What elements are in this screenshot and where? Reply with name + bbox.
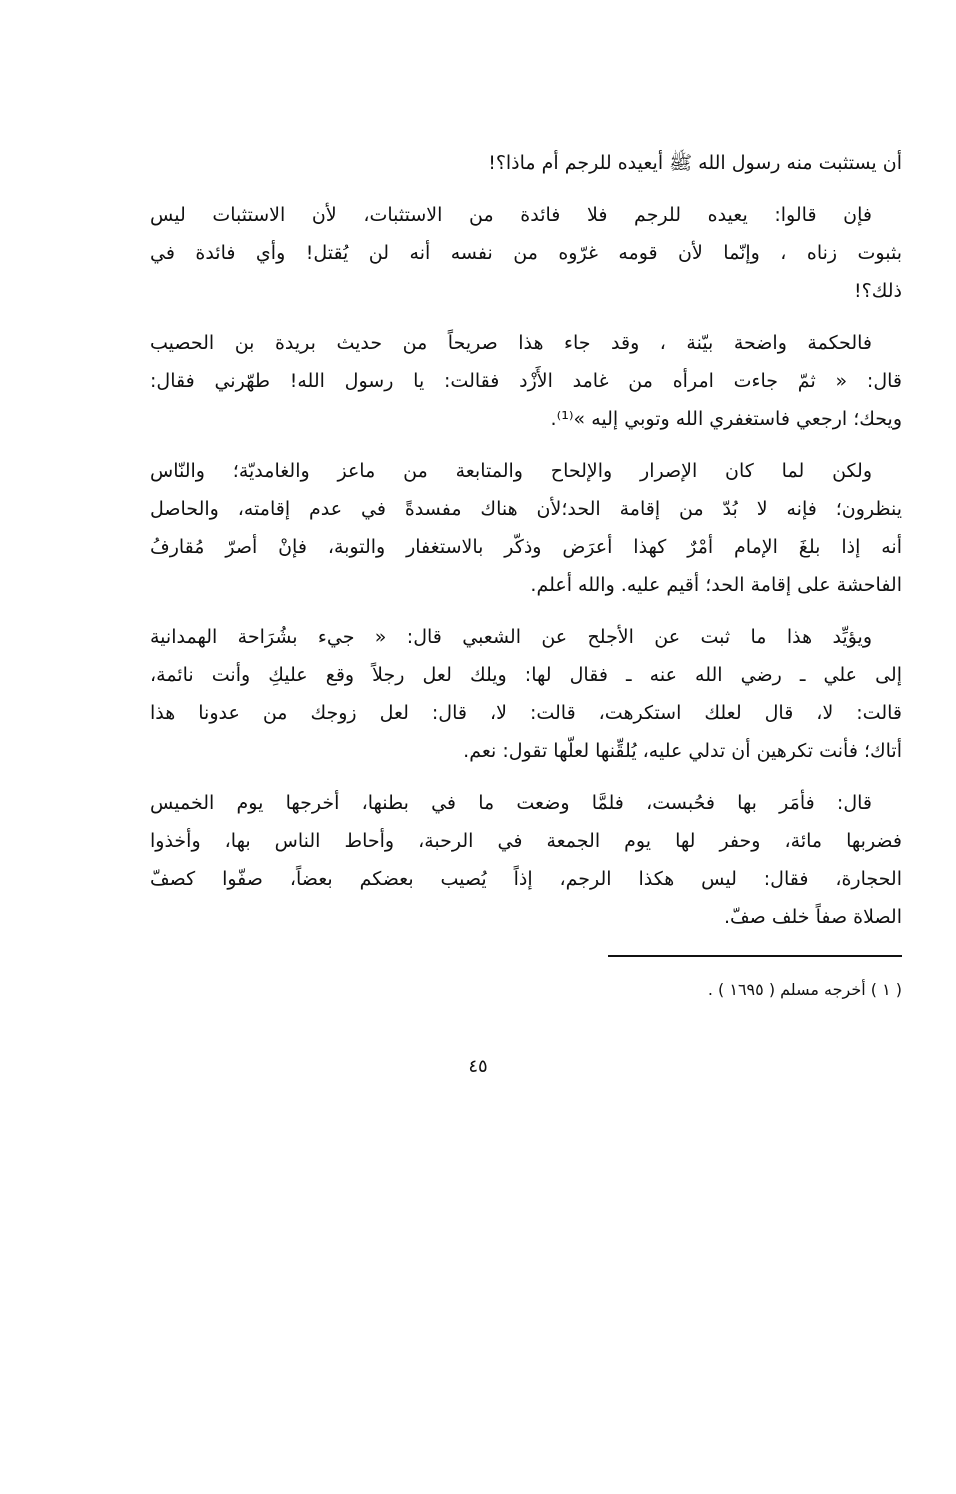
text-line: الصلاة صفاً خلف صفّ.: [723, 906, 902, 928]
text-line: فالحكمة واضحة بيّنة ، وقد جاء هذا صريحاً من حديث بريدة بن الحصيب: [150, 332, 872, 354]
text-line: ويحك؛ ارجعي فاستغفري الله وتوبي إليه »⁽¹⁾.: [550, 408, 902, 430]
paragraph-6: [150, 784, 902, 936]
text-line: إلى علي ـ رضي الله عنه ـ فقال لها: ويلك لعل رجلاً وقع عليكِ وأنت نائمة،: [150, 664, 902, 686]
text-line: أتاك؛ فأنت تكرهين أن تدلي عليه، يُلقِّنها لعلّها تقول: نعم.: [463, 740, 902, 762]
text-line: قالت: لا، قال لعلك استكرهت، قالت: لا، قال: لعل زوجك من عدونا هذا: [150, 702, 902, 724]
main-text: [150, 144, 902, 950]
text-line: ينظرون؛ فإنه لا بُدّ من إقامة الحد؛لأن هناك مفسدةً في عدم إقامته، والحاصل: [150, 498, 902, 520]
text-line: ذلك؟!: [854, 280, 902, 302]
text-line: الحجارة، فقال: ليس هكذا الرجم، إذاً يُصيب بعضكم بعضاً، صفّوا كصفّ: [150, 868, 902, 890]
paragraph-2: [150, 196, 902, 310]
text-line: ولكن لما كان الإصرار والإلحاح والمتابعة من ماعز والغامديّة؛ والنّاس: [150, 460, 872, 482]
text-line: ويؤيِّد هذا ما ثبت عن الأجلح عن الشعبي قال: « جيء بشُرَاحة الهمدانية: [150, 626, 872, 648]
text-line: قال: فأمَر بها فحُبست، فلمَّا وضعت ما في بطنها، أخرجها يوم الخميس: [150, 792, 872, 814]
paragraph-1: [150, 144, 902, 182]
text-line: فإن قالوا: يعيده للرجم فلا فائدة من الاستثبات، لأن الاستثبات ليس: [150, 204, 872, 226]
page-number: ٤٥: [468, 1056, 488, 1077]
text-line: أنه إذا بلغَ الإمام أمْرٌ كهذا أعرَض وذكّر بالاستغفار والتوبة، فإنْ أصرّ مُقارفُ: [150, 536, 902, 558]
paragraph-5: [150, 618, 902, 770]
text-line: الفاحشة على إقامة الحد؛ أقيم عليه. والله أعلم.: [530, 574, 902, 596]
text-line: فضربها مائة، وحفر لها يوم الجمعة في الرحبة، وأحاط الناس بها، وأخذوا: [150, 830, 902, 852]
footnote: ( ١ ) أخرجه مسلم ( ١٦٩٥ ) .: [707, 980, 902, 999]
footnote-separator: [608, 955, 902, 957]
text-line: قال: « ثمّ جاءت امرأه من غامد الأَزْد فقالت: يا رسول الله! طهّرني فقال:: [150, 370, 902, 392]
text-line: بثبوت زناه ، وإنّما لأن قومه غرّوه من نفسه أنه لن يُقتل! وأي فائدة في: [150, 242, 902, 264]
paragraph-3: [150, 324, 902, 438]
paragraph-4: [150, 452, 902, 604]
text-line: أن يستثبت منه رسول الله ﷺ أيعيده للرجم أم ماذا؟!: [488, 152, 902, 174]
